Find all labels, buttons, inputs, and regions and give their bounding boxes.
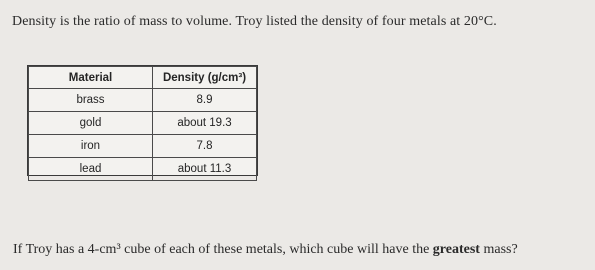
- density-table: [27, 65, 258, 176]
- question-emphasis: greatest: [432, 242, 480, 257]
- material-cell: iron: [29, 135, 153, 158]
- density-cell: 8.9: [153, 89, 257, 112]
- column-header-density: Density (g/cm³): [153, 67, 257, 89]
- question-end: mass?: [483, 242, 518, 257]
- question-pre: If Troy has a: [13, 242, 85, 257]
- material-cell: brass: [29, 89, 153, 112]
- question-text: [13, 242, 518, 258]
- intro-sentence: Density is the ratio of mass to volume. Troy listed the density of four metals at: [12, 14, 461, 29]
- density-cell: 7.8: [153, 135, 257, 158]
- density-cell: about 19.3: [153, 112, 257, 135]
- table-row: [29, 112, 257, 135]
- table-header-row: [29, 67, 257, 89]
- table-row: [29, 158, 257, 181]
- density-cell: about 11.3: [153, 158, 257, 181]
- material-cell: lead: [29, 158, 153, 181]
- material-cell: gold: [29, 112, 153, 135]
- intro-temperature: 20°C.: [463, 14, 497, 29]
- question-size: 4-cm³: [87, 242, 121, 257]
- question-post: cube of each of these metals, which cube will have the: [124, 242, 430, 257]
- table-row: [29, 135, 257, 158]
- table-row: [29, 89, 257, 112]
- column-header-material: Material: [29, 67, 153, 89]
- intro-text: [12, 14, 497, 30]
